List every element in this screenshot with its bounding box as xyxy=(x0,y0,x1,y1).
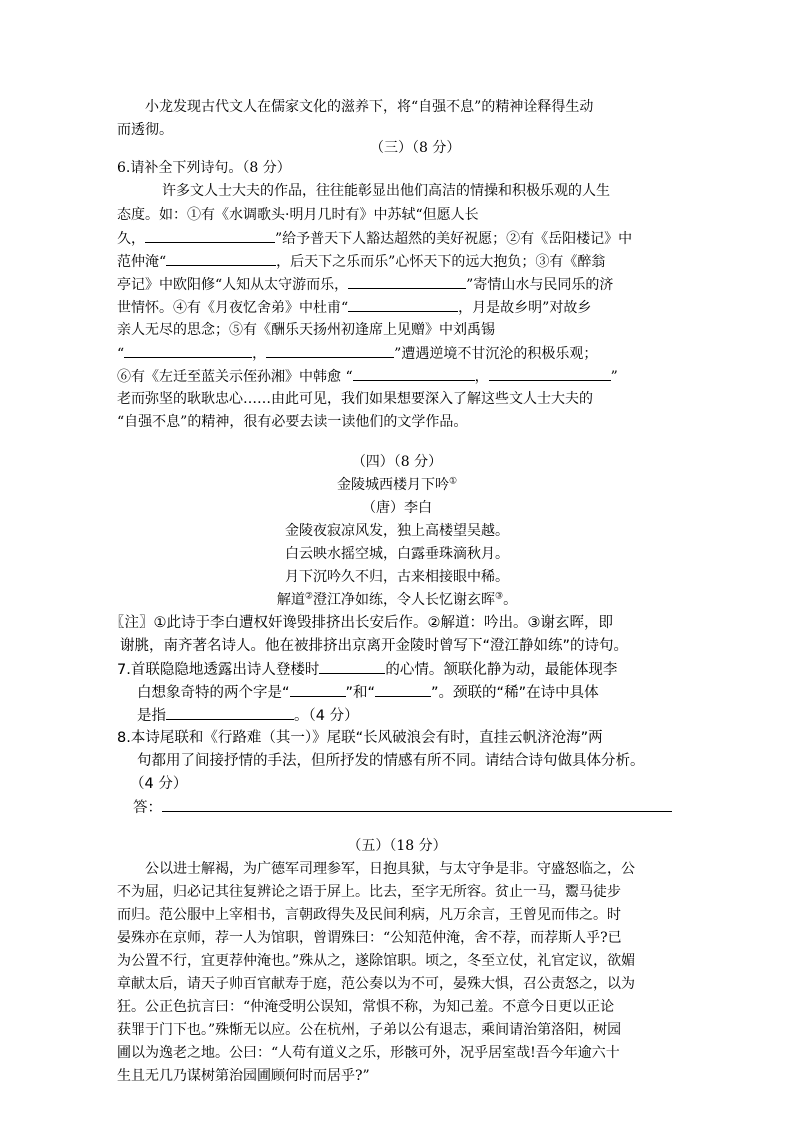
fill-blank[interactable] xyxy=(348,274,466,289)
section-heading: （五）（18 分） xyxy=(347,838,447,854)
question-text: 句都用了间接抒情的手法，但所抒发的情感有所不同。请结合诗句做具体分析。 xyxy=(137,753,645,769)
passage-line: 为公置不行，宜更荐仲淹也。”殊从之，遂除馆职。顷之，冬至立仗，礼官定议，欲媚 xyxy=(117,953,636,969)
question-text: 7.首联隐隐地透露出诗人登楼时 的心情。颔联化静为动，最能体现李 xyxy=(117,659,617,680)
passage-line: 圃以为逸老之地。公曰：“人苟有道义之乐，形骸可外，况乎居室哉!吾今年逾六十 xyxy=(117,1045,620,1061)
fill-blank[interactable] xyxy=(353,366,475,381)
poem-verse: 解道②澄江净如练，令人长忆谢玄晖③。 xyxy=(276,591,518,608)
answer-line[interactable] xyxy=(162,797,672,812)
question-text: 亭记》中欧阳修“人知从太守游而乐， ”寄情山水与民同乐的济 xyxy=(117,274,613,295)
question-text: 是指 。（4 分） xyxy=(137,705,359,726)
question-text: “自强不息”的精神，很有必要去读一读他们的文学作品。 xyxy=(117,414,468,430)
poem-verse: 月下沉吟久不归，古来相接眼中稀。 xyxy=(285,569,509,585)
question-text: 久， ”给予普天下人豁达超然的美好祝愿；②有《岳阳楼记》中 xyxy=(117,228,632,249)
question-text: 老而弥坚的耿耿忠心……由此可见，我们如果想要深入了解这些文人士大夫的 xyxy=(117,391,593,407)
question-text: 世情怀。④有《月夜忆舍弟》中杜甫“ ，月是故乡明”对故乡 xyxy=(117,297,591,318)
question-text: 8.本诗尾联和《行路难（其一）》尾联“长风破浪会有时，直挂云帆济沧海”两 xyxy=(117,730,603,746)
footnote-marker: ② xyxy=(304,591,313,602)
passage-line: 狂。公正色抗言曰：“仲淹受明公误知，常惧不称，为知己羞。不意今日更以正论 xyxy=(117,999,615,1015)
poem-verse: 白云映水摇空城，白露垂珠滴秋月。 xyxy=(285,546,509,562)
fill-blank[interactable] xyxy=(348,297,458,312)
poem-author: （唐）李白 xyxy=(362,500,432,516)
footnote-marker: ③ xyxy=(495,591,504,602)
question-text: 态度。如：①有《水调歌头·明月几时有》中苏轼“但愿人长 xyxy=(117,207,479,223)
passage-line: 公以进士解褐，为广德军司理参军，日抱具狱，与太守争是非。守盛怒临之，公 xyxy=(145,861,635,877)
footnote-marker: ① xyxy=(448,476,458,487)
fill-blank[interactable] xyxy=(145,228,275,243)
poem-note: 〖注〗①此诗于李白遭权奸谗毁排挤出长安后作。②解道：吟出。③谢玄晖，即 xyxy=(110,615,613,631)
fill-blank[interactable] xyxy=(266,343,394,358)
fill-blank[interactable] xyxy=(166,251,276,266)
answer-row xyxy=(133,797,672,818)
section-heading: （四）（8 分） xyxy=(351,454,443,470)
passage-line: 而透彻。 xyxy=(117,122,173,138)
passage-line: 获罪于门下也。”殊惭无以应。公在杭州，子弟以公有退志，乘间请治第洛阳，树园 xyxy=(117,1022,622,1038)
answer-label: 答： xyxy=(133,800,162,816)
question-text: （4 分） xyxy=(130,776,188,792)
poem-verse: 金陵夜寂凉风发，独上高楼望吴越。 xyxy=(285,523,509,539)
passage-line: 不为屈，归必记其往复辨论之语于屏上。比去，至字无所容。贫止一马，鬻马徒步 xyxy=(117,884,621,900)
passage-line: 生且无几乃谋树第治园圃顾何时而居乎?” xyxy=(117,1068,370,1084)
passage-line: 而归。范公服中上宰相书，言朝政得失及民间利病，凡万余言，王曾见而伟之。时 xyxy=(117,907,621,923)
question-text: 亲人无尽的思念；⑤有《酬乐天扬州初逢席上见赠》中刘禹锡 xyxy=(117,322,495,338)
question-text: ⑥有《左迁至蓝关示侄孙湘》中韩愈 “ ， ” xyxy=(117,366,618,387)
section-heading: （三）（8 分） xyxy=(370,140,461,156)
fill-blank[interactable] xyxy=(166,705,294,720)
poem-note: 谢朓，南齐著名诗人。他在被排挤出京离开金陵时曾写下“澄江静如练”的诗句。 xyxy=(120,638,629,654)
question-text: 许多文人士大夫的作品，往往能彰显出他们高洁的情操和积极乐观的人生 xyxy=(162,183,610,199)
fill-blank[interactable] xyxy=(375,682,431,697)
poem-title: 金陵城西楼月下吟① xyxy=(336,476,458,493)
passage-line: 小龙发现古代文人在儒家文化的滋养下，将“自强不息”的精神诠释得生动 xyxy=(145,99,594,115)
passage-line: 晏殊亦在京师，荐一人为馆职，曾谓殊曰：“公知范仲淹，舍不荐，而荐斯人乎?已 xyxy=(117,930,622,946)
question-text: 范仲淹“ ，后天下之乐而乐”心怀天下的远大抱负；③有《醉翁 xyxy=(117,251,605,272)
question-title: 6.请补全下列诗句。（8 分） xyxy=(117,160,291,176)
fill-blank[interactable] xyxy=(489,366,611,381)
question-text: “ ， ”遭遇逆境不甘沉沦的积极乐观； xyxy=(117,343,597,364)
fill-blank[interactable] xyxy=(290,682,346,697)
question-text: 白想象奇特的两个字是“ ”和“ ”。颈联的“稀”在诗中具体 xyxy=(137,682,599,703)
passage-line: 章献太后，请天子帅百官献寿于庭，范公奏以为不可，晏殊大惧，召公责怒之，以为 xyxy=(117,976,635,992)
fill-blank[interactable] xyxy=(319,659,385,674)
fill-blank[interactable] xyxy=(124,343,252,358)
